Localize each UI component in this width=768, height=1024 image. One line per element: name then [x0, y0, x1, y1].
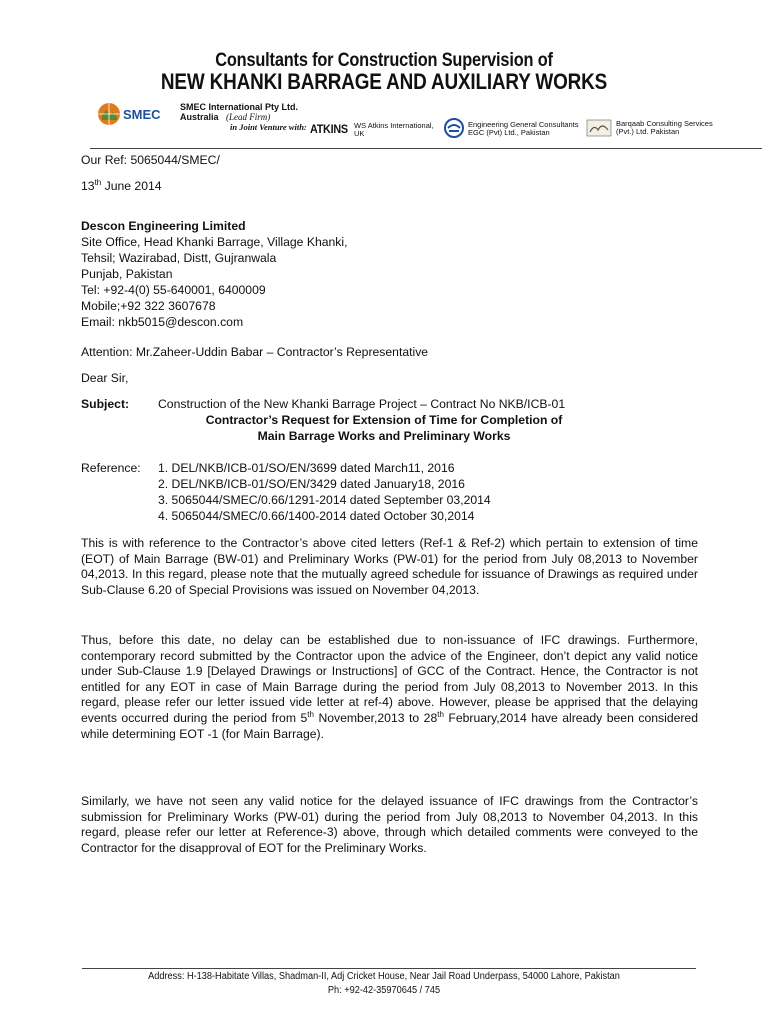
letterhead-logos [96, 98, 724, 142]
barqaab-logo-icon [586, 118, 612, 138]
egc-firm-detail: EGC (Pvt) Ltd., Pakistan [468, 128, 550, 137]
barqaab-firm-detail: (Pvt.) Ltd. Pakistan [616, 127, 680, 136]
attention-line: Attention: Mr.Zaheer-Uddin Babar – Contractor’s Representative [81, 345, 429, 359]
smec-logo [96, 100, 176, 128]
letter-date: 13th June 2014 [81, 177, 162, 193]
smec-firm-name: SMEC International Pty Ltd. [180, 102, 299, 112]
letterhead-title-line1: Consultants for Construction Supervision of [215, 50, 553, 71]
body-paragraph-2: Thus, before this date, no delay can be established due to non-issuance of IFC drawings. Furthermore, contemporary record submitted by the Contractor upon the advice of the Engineer, don’t depict any valid notice under Sub-Clause 1.9 [Delayed Drawings or Instructions] of GCC of the Contract. Hence, the Contractor is not entitled for any EOT in case of Main Barrage during the period from July 08,2013 to November 2013. In this regard, please refer our letter issued vide letter at ref-4) above. However, please be apprised that the delaying events occurred during the period from 5th November,2013 to 28th February,2014 have already been considered while determining EOT -1 (for Main Barrage). [81, 633, 698, 741]
addressee-company: Descon Engineering Limited [81, 219, 246, 233]
addressee-line: Tehsil; Wazirabad, Distt, Gujranwala [81, 251, 277, 265]
subject-line: Construction of the New Khanki Barrage Project – Contract No NKB/ICB-01 [158, 397, 566, 411]
footer-phone: Ph: +92-42-35970645 / 745 [327, 985, 441, 996]
salutation: Dear Sir, [81, 371, 129, 385]
joint-venture-label: in Joint Venture with: [230, 122, 307, 132]
addressee-line: Site Office, Head Khanki Barrage, Village Khanki, [81, 235, 348, 249]
letterhead-title-line2: NEW KHANKI BARRAGE AND AUXILIARY WORKS [160, 69, 608, 94]
atkins-country: UK [354, 129, 365, 138]
smec-role: (Lead Firm) [226, 112, 271, 122]
footer-address: Address: H-138-Habitate Villas, Shadman-II, Adj Cricket House, Near Jail Road Underpass, 54000 Lahore, Pakistan [148, 971, 620, 982]
body-paragraph-1: This is with reference to the Contractor’s above cited letters (Ref-1 & Ref-2) which pertain to extension of time (EOT) of Main Barrage (BW-01) and Preliminary Works (PW-01) for the period from July 08,2013 to November 04,2013. In this regard, please note that the mutually agreed schedule for issuance of Drawings as required under Sub-Clause 6.20 of Special Provisions was issued on November 04,2013. [81, 536, 698, 597]
egc-logo-icon [444, 118, 464, 138]
subject-heading: Contractor’s Request for Extension of Time for Completion of [205, 413, 563, 427]
smec-country: Australia [180, 112, 219, 122]
addressee-line: Email: nkb5015@descon.com [81, 315, 244, 329]
addressee-line: Mobile;+92 322 3607678 [81, 299, 216, 313]
subject-label: Subject: [81, 397, 130, 411]
letterhead-divider [90, 148, 762, 149]
smec-logo-text: SMEC [123, 107, 161, 122]
reference-item: 1. DEL/NKB/ICB-01/SO/EN/3699 dated March11, 2016 [158, 461, 455, 475]
body-paragraph-3: Similarly, we have not seen any valid notice for the delayed issuance of IFC drawings from the Contractor’s submission for Preliminary Works (PW-01) during the period from July 08,2013 to November 04,2013. In this regard, please refer our letter at Reference-3) above, through which detailed comments were conveyed to the Contractor for the disapproval of EOT for the Preliminary Works. [81, 794, 698, 855]
egc-firm-name: Engineering General Consultants [468, 120, 579, 129]
addressee-line: Punjab, Pakistan [81, 267, 173, 281]
atkins-firm-name: WS Atkins International, [354, 121, 434, 130]
smec-firm-block [180, 102, 298, 122]
reference-item: 2. DEL/NKB/ICB-01/SO/EN/3429 dated January18, 2016 [158, 477, 465, 491]
footer-divider [82, 968, 696, 969]
barqaab-firm-name: Barqaab Consulting Services [616, 119, 713, 128]
egc-firm-block [468, 121, 598, 137]
atkins-logo: ATKINS [310, 122, 348, 136]
subject-heading: Main Barrage Works and Preliminary Works [257, 429, 511, 443]
our-reference: Our Ref: 5065044/SMEC/ [81, 153, 220, 167]
reference-item: 3. 5065044/SMEC/0.66/1291-2014 dated September 03,2014 [158, 493, 491, 507]
addressee-line: Tel: +92-4(0) 55-640001, 6400009 [81, 283, 266, 297]
barqaab-firm-block [616, 120, 736, 136]
reference-item: 4. 5065044/SMEC/0.66/1400-2014 dated October 30,2014 [158, 509, 475, 523]
reference-label: Reference: [81, 461, 141, 475]
